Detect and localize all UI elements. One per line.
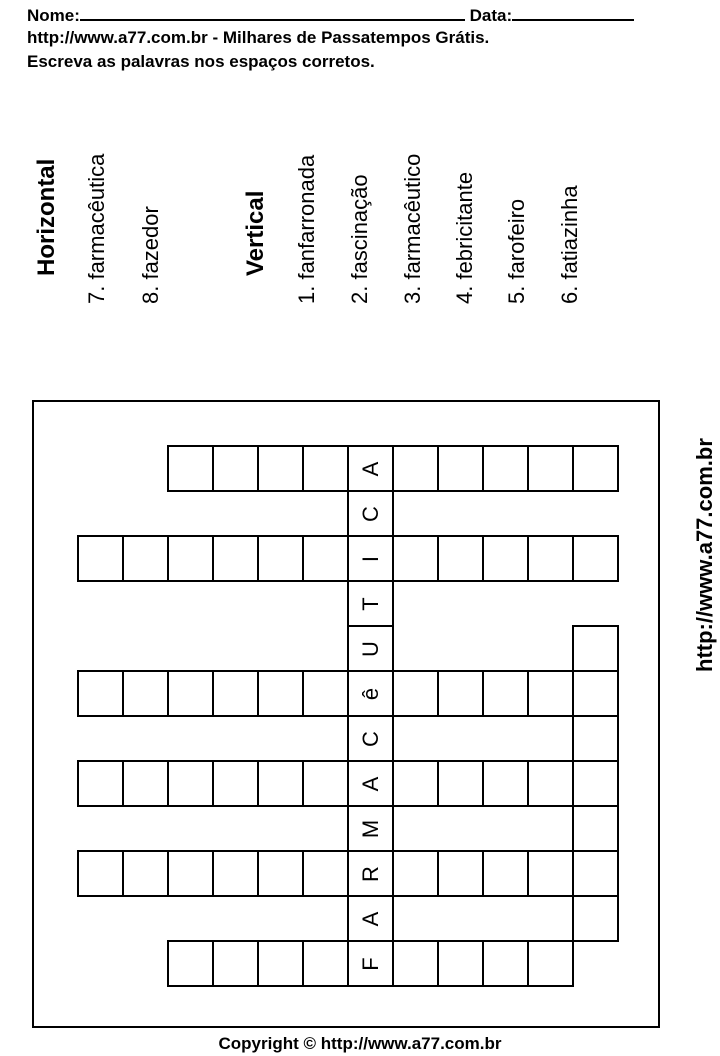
cell-letter: F — [357, 956, 383, 971]
grid-cell[interactable] — [302, 760, 349, 807]
cell-letter: T — [357, 596, 383, 611]
date-label: Data: — [469, 6, 513, 25]
grid-cell[interactable] — [392, 940, 439, 987]
grid-cell[interactable] — [77, 760, 124, 807]
grid-cell[interactable] — [302, 670, 349, 717]
grid-cell[interactable] — [437, 535, 484, 582]
grid-cell[interactable] — [392, 760, 439, 807]
grid-cell[interactable] — [437, 670, 484, 717]
grid-cell[interactable] — [482, 670, 529, 717]
cell-letter: C — [357, 730, 383, 747]
grid-cell[interactable] — [527, 670, 574, 717]
cell-letter: A — [357, 776, 383, 791]
grid-cell[interactable] — [572, 850, 619, 897]
cell-letter: R — [357, 865, 383, 882]
cell-letter: A — [357, 911, 383, 926]
answer-cell[interactable] — [347, 760, 394, 807]
grid-cell[interactable] — [572, 670, 619, 717]
grid-cell[interactable] — [167, 670, 214, 717]
grid-cell[interactable] — [77, 850, 124, 897]
cell-letter: M — [357, 819, 383, 838]
grid-cell[interactable] — [212, 670, 259, 717]
cell-letter: ê — [357, 687, 383, 700]
cell-letter: C — [357, 505, 383, 522]
vertical-heading: Vertical — [242, 190, 269, 276]
grid-cell[interactable] — [527, 760, 574, 807]
grid-cell[interactable] — [167, 760, 214, 807]
clue-item: 2. fascinação — [347, 174, 372, 304]
grid-cell[interactable] — [77, 670, 124, 717]
grid-cell[interactable] — [527, 535, 574, 582]
answer-cell[interactable] — [347, 580, 394, 627]
name-label: Nome: — [27, 6, 80, 25]
grid-cell[interactable] — [302, 850, 349, 897]
grid-cell[interactable] — [572, 625, 619, 672]
cell-letter: A — [357, 461, 383, 476]
grid-cell[interactable] — [572, 805, 619, 852]
answer-cell[interactable] — [347, 895, 394, 942]
grid-cell[interactable] — [482, 445, 529, 492]
answer-cell[interactable] — [347, 670, 394, 717]
site-line: http://www.a77.com.br - Milhares de Passatempos Grátis. — [27, 28, 490, 47]
answer-cell[interactable] — [347, 850, 394, 897]
answer-cell[interactable] — [347, 625, 394, 672]
grid-cell[interactable] — [122, 535, 169, 582]
grid-cell[interactable] — [482, 760, 529, 807]
grid-cell[interactable] — [392, 535, 439, 582]
grid-cell[interactable] — [77, 535, 124, 582]
grid-cell[interactable] — [257, 940, 304, 987]
grid-cell[interactable] — [527, 445, 574, 492]
grid-cell[interactable] — [437, 445, 484, 492]
name-date-line — [27, 4, 634, 26]
grid-cell[interactable] — [572, 535, 619, 582]
grid-cell[interactable] — [437, 940, 484, 987]
answer-cell[interactable] — [347, 490, 394, 537]
date-field[interactable] — [512, 4, 634, 21]
grid-cell[interactable] — [122, 760, 169, 807]
grid-cell[interactable] — [212, 940, 259, 987]
grid-cell[interactable] — [257, 535, 304, 582]
grid-cell[interactable] — [437, 850, 484, 897]
cell-letter: U — [357, 640, 383, 657]
clue-item: 6. fatiazinha — [557, 185, 582, 304]
grid-cell[interactable] — [572, 445, 619, 492]
grid-cell[interactable] — [302, 535, 349, 582]
footer-copyright: Copyright © http://www.a77.com.br — [218, 1034, 502, 1053]
grid-cell[interactable] — [392, 850, 439, 897]
grid-cell[interactable] — [167, 850, 214, 897]
grid-cell[interactable] — [302, 940, 349, 987]
clue-item: 4. febricitante — [452, 171, 477, 304]
grid-cell[interactable] — [572, 715, 619, 762]
grid-cell[interactable] — [257, 670, 304, 717]
clue-item: 1. fanfarronada — [294, 154, 319, 304]
answer-cell[interactable] — [347, 445, 394, 492]
grid-cell[interactable] — [527, 940, 574, 987]
grid-cell[interactable] — [437, 760, 484, 807]
answer-cell[interactable] — [347, 940, 394, 987]
grid-cell[interactable] — [212, 850, 259, 897]
clue-item: 3. farmacêutico — [400, 153, 425, 304]
grid-cell[interactable] — [257, 445, 304, 492]
grid-cell[interactable] — [392, 670, 439, 717]
grid-cell[interactable] — [212, 535, 259, 582]
grid-cell[interactable] — [122, 670, 169, 717]
grid-cell[interactable] — [122, 850, 169, 897]
grid-cell[interactable] — [212, 760, 259, 807]
cell-letter: I — [357, 555, 383, 562]
clue-item: 7. farmacêutica — [84, 153, 109, 304]
grid-cell[interactable] — [482, 940, 529, 987]
grid-cell[interactable] — [392, 445, 439, 492]
side-url: http://www.a77.com.br — [692, 438, 717, 672]
grid-cell[interactable] — [482, 535, 529, 582]
answer-cell[interactable] — [347, 535, 394, 582]
grid-cell[interactable] — [572, 760, 619, 807]
clue-item: 8. fazedor — [138, 206, 163, 304]
grid-cell[interactable] — [302, 445, 349, 492]
answer-cell[interactable] — [347, 715, 394, 762]
instruction: Escreva as palavras nos espaços corretos. — [27, 52, 375, 71]
horizontal-heading: Horizontal — [33, 158, 60, 276]
grid-cell[interactable] — [572, 895, 619, 942]
grid-cell[interactable] — [167, 940, 214, 987]
grid-cell[interactable] — [167, 535, 214, 582]
clue-item: 5. farofeiro — [504, 198, 529, 304]
grid-cell[interactable] — [482, 850, 529, 897]
grid-cell[interactable] — [257, 850, 304, 897]
answer-cell[interactable] — [347, 805, 394, 852]
grid-cell[interactable] — [527, 850, 574, 897]
name-field[interactable] — [80, 4, 465, 21]
grid-cell[interactable] — [212, 445, 259, 492]
grid-cell[interactable] — [167, 445, 214, 492]
grid-cell[interactable] — [257, 760, 304, 807]
